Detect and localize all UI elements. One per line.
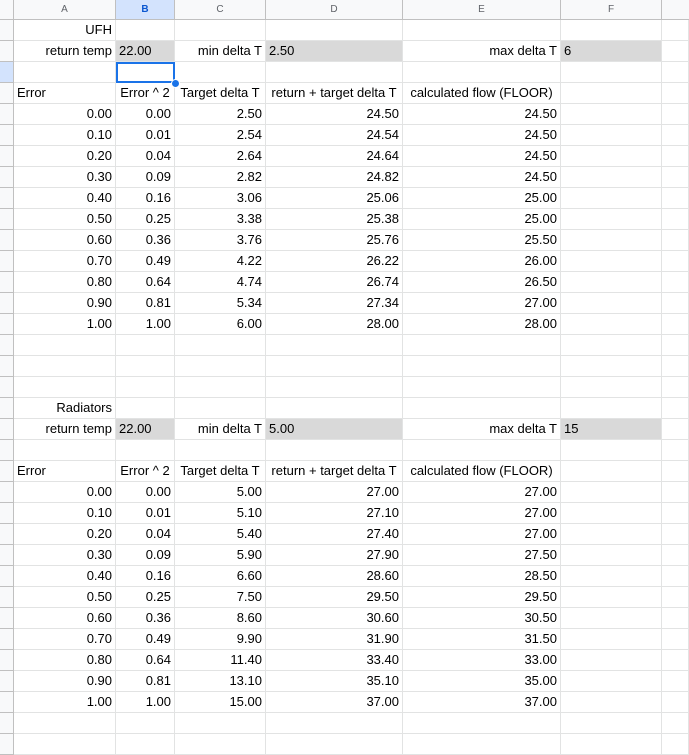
grid-cell[interactable] <box>175 440 266 461</box>
ufh-table-cell[interactable]: 26.00 <box>403 251 561 272</box>
ufh-table-cell[interactable]: 0.10 <box>14 125 116 146</box>
grid-cell[interactable] <box>561 335 662 356</box>
grid-cell[interactable] <box>561 587 662 608</box>
row-header[interactable] <box>0 608 14 629</box>
radiators-table-cell[interactable]: 0.00 <box>14 482 116 503</box>
row-header[interactable] <box>0 398 14 419</box>
ufh-column-label[interactable]: calculated flow (FLOOR) <box>403 83 561 104</box>
radiators-table-cell[interactable]: 8.60 <box>175 608 266 629</box>
row-header[interactable] <box>0 41 14 62</box>
ufh-max-delta-value[interactable]: 6 <box>561 41 662 62</box>
row-header[interactable] <box>0 734 14 755</box>
grid-cell[interactable] <box>116 398 175 419</box>
column-header-e[interactable]: E <box>403 0 561 20</box>
ufh-table-cell[interactable]: 26.50 <box>403 272 561 293</box>
row-header[interactable] <box>0 713 14 734</box>
grid-cell[interactable] <box>561 650 662 671</box>
ufh-table-cell[interactable]: 3.06 <box>175 188 266 209</box>
grid-cell[interactable] <box>561 167 662 188</box>
radiators-table-cell[interactable]: 0.30 <box>14 545 116 566</box>
radiators-column-label[interactable]: calculated flow (FLOOR) <box>403 461 561 482</box>
ufh-table-cell[interactable]: 25.76 <box>266 230 403 251</box>
ufh-column-label[interactable]: Error ^ 2 <box>116 83 175 104</box>
ufh-table-cell[interactable]: 0.50 <box>14 209 116 230</box>
grid-cell[interactable] <box>662 272 689 293</box>
row-header[interactable] <box>0 545 14 566</box>
grid-cell[interactable] <box>662 650 689 671</box>
ufh-table-cell[interactable]: 25.00 <box>403 209 561 230</box>
grid-cell[interactable] <box>662 335 689 356</box>
grid-cell[interactable] <box>662 293 689 314</box>
row-header[interactable] <box>0 230 14 251</box>
radiators-min-delta-value[interactable]: 5.00 <box>266 419 403 440</box>
radiators-table-cell[interactable]: 33.40 <box>266 650 403 671</box>
grid-cell[interactable] <box>662 629 689 650</box>
grid-cell[interactable] <box>14 440 116 461</box>
ufh-table-cell[interactable]: 0.25 <box>116 209 175 230</box>
grid-cell[interactable] <box>175 377 266 398</box>
radiators-table-cell[interactable]: 0.16 <box>116 566 175 587</box>
grid-cell[interactable] <box>662 41 689 62</box>
grid-cell[interactable] <box>14 713 116 734</box>
ufh-table-cell[interactable]: 28.00 <box>266 314 403 335</box>
radiators-table-cell[interactable]: 0.50 <box>14 587 116 608</box>
row-header[interactable] <box>0 524 14 545</box>
radiators-table-cell[interactable]: 0.36 <box>116 608 175 629</box>
ufh-table-cell[interactable]: 0.16 <box>116 188 175 209</box>
grid-cell[interactable] <box>14 377 116 398</box>
ufh-table-cell[interactable]: 0.00 <box>116 104 175 125</box>
column-header-overflow <box>662 0 689 20</box>
grid-cell[interactable] <box>662 230 689 251</box>
radiators-return-temp-value[interactable]: 22.00 <box>116 419 175 440</box>
grid-cell[interactable] <box>561 83 662 104</box>
ufh-table-cell[interactable]: 0.00 <box>14 104 116 125</box>
grid-cell[interactable] <box>662 503 689 524</box>
ufh-table-cell[interactable]: 0.40 <box>14 188 116 209</box>
grid-cell[interactable] <box>662 251 689 272</box>
ufh-table-cell[interactable]: 25.38 <box>266 209 403 230</box>
radiators-table-cell[interactable]: 5.00 <box>175 482 266 503</box>
radiators-column-label[interactable]: Target delta T <box>175 461 266 482</box>
column-header-a[interactable]: A <box>14 0 116 20</box>
row-header[interactable] <box>0 629 14 650</box>
grid-cell[interactable] <box>561 608 662 629</box>
radiators-title[interactable]: Radiators <box>14 398 116 419</box>
row-header[interactable] <box>0 335 14 356</box>
grid-cell[interactable] <box>266 62 403 83</box>
radiators-table-cell[interactable]: 15.00 <box>175 692 266 713</box>
grid-cell[interactable] <box>662 440 689 461</box>
radiators-return-temp-label[interactable]: return temp <box>14 419 116 440</box>
radiators-table-cell[interactable]: 13.10 <box>175 671 266 692</box>
ufh-return-temp-label[interactable]: return temp <box>14 41 116 62</box>
ufh-return-temp-value[interactable]: 22.00 <box>116 41 175 62</box>
ufh-table-cell[interactable]: 24.50 <box>403 167 561 188</box>
grid-cell[interactable] <box>662 125 689 146</box>
grid-cell[interactable] <box>561 272 662 293</box>
grid-cell[interactable] <box>561 524 662 545</box>
grid-cell[interactable] <box>561 461 662 482</box>
radiators-table-cell[interactable]: 0.40 <box>14 566 116 587</box>
ufh-table-cell[interactable]: 25.50 <box>403 230 561 251</box>
grid-cell[interactable] <box>561 125 662 146</box>
ufh-table-cell[interactable]: 2.82 <box>175 167 266 188</box>
radiators-table-cell[interactable]: 0.81 <box>116 671 175 692</box>
ufh-table-cell[interactable]: 27.00 <box>403 293 561 314</box>
ufh-table-cell[interactable]: 2.50 <box>175 104 266 125</box>
grid-cell[interactable] <box>403 377 561 398</box>
grid-cell[interactable] <box>561 146 662 167</box>
active-cell-b3[interactable] <box>116 62 175 83</box>
grid-cell[interactable] <box>403 62 561 83</box>
ufh-table-cell[interactable]: 24.50 <box>266 104 403 125</box>
ufh-table-cell[interactable]: 1.00 <box>14 314 116 335</box>
grid-cell[interactable] <box>561 545 662 566</box>
row-header[interactable] <box>0 482 14 503</box>
grid-cell[interactable] <box>662 734 689 755</box>
row-header[interactable] <box>0 650 14 671</box>
radiators-table-cell[interactable]: 35.10 <box>266 671 403 692</box>
radiators-table-cell[interactable]: 27.00 <box>266 482 403 503</box>
grid-cell[interactable] <box>175 356 266 377</box>
grid-cell[interactable] <box>662 377 689 398</box>
ufh-table-cell[interactable]: 0.60 <box>14 230 116 251</box>
radiators-table-cell[interactable]: 27.50 <box>403 545 561 566</box>
column-header-d[interactable]: D <box>266 0 403 20</box>
row-header[interactable] <box>0 566 14 587</box>
ufh-table-cell[interactable]: 0.81 <box>116 293 175 314</box>
grid-cell[interactable] <box>662 398 689 419</box>
radiators-table-cell[interactable]: 5.10 <box>175 503 266 524</box>
ufh-table-cell[interactable]: 0.90 <box>14 293 116 314</box>
row-header[interactable] <box>0 587 14 608</box>
radiators-table-cell[interactable]: 5.40 <box>175 524 266 545</box>
radiators-table-cell[interactable]: 35.00 <box>403 671 561 692</box>
grid-cell[interactable] <box>561 566 662 587</box>
row-header[interactable] <box>0 356 14 377</box>
row-header[interactable] <box>0 251 14 272</box>
radiators-table-cell[interactable]: 1.00 <box>14 692 116 713</box>
grid-cell[interactable] <box>662 524 689 545</box>
radiators-column-label[interactable]: return + target delta T <box>266 461 403 482</box>
grid-cell[interactable] <box>662 314 689 335</box>
row-header[interactable] <box>0 503 14 524</box>
fill-handle[interactable] <box>171 79 180 88</box>
radiators-table-cell[interactable]: 0.20 <box>14 524 116 545</box>
ufh-table-cell[interactable]: 24.50 <box>403 146 561 167</box>
grid-cell[interactable] <box>662 167 689 188</box>
row-header[interactable] <box>0 83 14 104</box>
grid-cell[interactable] <box>14 62 116 83</box>
radiators-table-cell[interactable]: 27.00 <box>403 503 561 524</box>
radiators-table-cell[interactable]: 37.00 <box>266 692 403 713</box>
select-all-corner[interactable] <box>0 0 14 20</box>
grid-cell[interactable] <box>662 671 689 692</box>
grid-cell[interactable] <box>266 713 403 734</box>
row-header[interactable] <box>0 146 14 167</box>
grid-cell[interactable] <box>662 146 689 167</box>
grid-cell[interactable] <box>662 209 689 230</box>
grid-cell[interactable] <box>662 20 689 41</box>
radiators-table-cell[interactable]: 5.90 <box>175 545 266 566</box>
radiators-table-cell[interactable]: 7.50 <box>175 587 266 608</box>
grid-cell[interactable] <box>266 335 403 356</box>
grid-cell[interactable] <box>266 20 403 41</box>
radiators-max-delta-value[interactable]: 15 <box>561 419 662 440</box>
radiators-min-delta-label[interactable]: min delta T <box>175 419 266 440</box>
grid-cell[interactable] <box>561 293 662 314</box>
ufh-table-cell[interactable]: 3.38 <box>175 209 266 230</box>
column-header-c[interactable]: C <box>175 0 266 20</box>
radiators-table-cell[interactable]: 29.50 <box>266 587 403 608</box>
grid-cell[interactable] <box>403 398 561 419</box>
grid-cell[interactable] <box>266 377 403 398</box>
radiators-table-cell[interactable]: 27.00 <box>403 482 561 503</box>
grid-cell[interactable] <box>561 692 662 713</box>
grid-cell[interactable] <box>266 734 403 755</box>
grid-cell[interactable] <box>561 314 662 335</box>
grid-cell[interactable] <box>116 356 175 377</box>
row-header[interactable] <box>0 461 14 482</box>
grid-cell[interactable] <box>561 734 662 755</box>
radiators-table-cell[interactable]: 0.01 <box>116 503 175 524</box>
ufh-table-cell[interactable]: 25.00 <box>403 188 561 209</box>
grid-cell[interactable] <box>266 398 403 419</box>
grid-cell[interactable] <box>266 440 403 461</box>
ufh-table-cell[interactable]: 28.00 <box>403 314 561 335</box>
grid-cell[interactable] <box>14 734 116 755</box>
radiators-table-cell[interactable]: 33.00 <box>403 650 561 671</box>
grid-cell[interactable] <box>561 62 662 83</box>
radiators-table-cell[interactable]: 37.00 <box>403 692 561 713</box>
radiators-table-cell[interactable]: 9.90 <box>175 629 266 650</box>
grid-cell[interactable] <box>175 62 266 83</box>
ufh-table-cell[interactable]: 26.74 <box>266 272 403 293</box>
radiators-table-cell[interactable]: 0.04 <box>116 524 175 545</box>
ufh-max-delta-label[interactable]: max delta T <box>403 41 561 62</box>
grid-cell[interactable] <box>175 734 266 755</box>
row-header[interactable] <box>0 188 14 209</box>
grid-cell[interactable] <box>403 20 561 41</box>
grid-cell[interactable] <box>266 356 403 377</box>
grid-cell[interactable] <box>403 335 561 356</box>
radiators-column-label[interactable]: Error ^ 2 <box>116 461 175 482</box>
radiators-table-cell[interactable]: 0.25 <box>116 587 175 608</box>
grid-cell[interactable] <box>662 188 689 209</box>
grid-cell[interactable] <box>561 671 662 692</box>
radiators-table-cell[interactable]: 0.09 <box>116 545 175 566</box>
row-header[interactable] <box>0 692 14 713</box>
ufh-table-cell[interactable]: 26.22 <box>266 251 403 272</box>
ufh-table-cell[interactable]: 24.64 <box>266 146 403 167</box>
radiators-column-label[interactable]: Error <box>14 461 116 482</box>
radiators-table-cell[interactable]: 0.64 <box>116 650 175 671</box>
ufh-table-cell[interactable]: 27.34 <box>266 293 403 314</box>
grid-cell[interactable] <box>116 713 175 734</box>
grid-cell[interactable] <box>662 356 689 377</box>
row-header[interactable] <box>0 272 14 293</box>
grid-cell[interactable] <box>403 713 561 734</box>
row-header[interactable] <box>0 419 14 440</box>
ufh-table-cell[interactable]: 3.76 <box>175 230 266 251</box>
grid-cell[interactable] <box>561 377 662 398</box>
column-header-b[interactable]: B <box>116 0 175 20</box>
ufh-min-delta-value[interactable]: 2.50 <box>266 41 403 62</box>
radiators-table-cell[interactable]: 30.50 <box>403 608 561 629</box>
ufh-table-cell[interactable]: 0.80 <box>14 272 116 293</box>
grid-cell[interactable] <box>116 734 175 755</box>
ufh-table-cell[interactable]: 0.49 <box>116 251 175 272</box>
grid-cell[interactable] <box>662 62 689 83</box>
radiators-table-cell[interactable]: 31.50 <box>403 629 561 650</box>
row-header[interactable] <box>0 440 14 461</box>
grid-cell[interactable] <box>561 20 662 41</box>
grid-cell[interactable] <box>14 335 116 356</box>
radiators-table-cell[interactable]: 27.90 <box>266 545 403 566</box>
grid-cell[interactable] <box>116 20 175 41</box>
radiators-table-cell[interactable]: 0.70 <box>14 629 116 650</box>
ufh-table-cell[interactable]: 0.36 <box>116 230 175 251</box>
grid-cell[interactable] <box>662 482 689 503</box>
ufh-table-cell[interactable]: 0.30 <box>14 167 116 188</box>
grid-cell[interactable] <box>14 356 116 377</box>
grid-cell[interactable] <box>116 440 175 461</box>
row-header[interactable] <box>0 209 14 230</box>
ufh-table-cell[interactable]: 0.04 <box>116 146 175 167</box>
radiators-table-cell[interactable]: 29.50 <box>403 587 561 608</box>
ufh-table-cell[interactable]: 25.06 <box>266 188 403 209</box>
row-header[interactable] <box>0 62 14 83</box>
ufh-table-cell[interactable]: 24.50 <box>403 104 561 125</box>
column-header-f[interactable]: F <box>561 0 662 20</box>
ufh-column-label[interactable]: Error <box>14 83 116 104</box>
radiators-table-cell[interactable]: 0.60 <box>14 608 116 629</box>
ufh-column-label[interactable]: return + target delta T <box>266 83 403 104</box>
ufh-table-cell[interactable]: 0.70 <box>14 251 116 272</box>
grid-cell[interactable] <box>662 83 689 104</box>
ufh-table-cell[interactable]: 5.34 <box>175 293 266 314</box>
grid-cell[interactable] <box>561 482 662 503</box>
grid-cell[interactable] <box>662 545 689 566</box>
radiators-table-cell[interactable]: 28.50 <box>403 566 561 587</box>
grid-cell[interactable] <box>662 104 689 125</box>
ufh-table-cell[interactable]: 4.74 <box>175 272 266 293</box>
ufh-table-cell[interactable]: 2.54 <box>175 125 266 146</box>
radiators-table-cell[interactable]: 11.40 <box>175 650 266 671</box>
ufh-table-cell[interactable]: 24.54 <box>266 125 403 146</box>
grid-cell[interactable] <box>403 734 561 755</box>
radiators-table-cell[interactable]: 28.60 <box>266 566 403 587</box>
grid-cell[interactable] <box>116 377 175 398</box>
radiators-table-cell[interactable]: 6.60 <box>175 566 266 587</box>
grid-cell[interactable] <box>662 419 689 440</box>
radiators-table-cell[interactable]: 30.60 <box>266 608 403 629</box>
grid-cell[interactable] <box>561 440 662 461</box>
ufh-table-cell[interactable]: 4.22 <box>175 251 266 272</box>
ufh-table-cell[interactable]: 0.20 <box>14 146 116 167</box>
row-header[interactable] <box>0 314 14 335</box>
radiators-table-cell[interactable]: 0.10 <box>14 503 116 524</box>
grid-cell[interactable] <box>561 188 662 209</box>
radiators-table-cell[interactable]: 0.00 <box>116 482 175 503</box>
radiators-table-cell[interactable]: 31.90 <box>266 629 403 650</box>
grid-cell[interactable] <box>561 230 662 251</box>
grid-cell[interactable] <box>662 461 689 482</box>
ufh-table-cell[interactable]: 0.09 <box>116 167 175 188</box>
radiators-table-cell[interactable]: 27.40 <box>266 524 403 545</box>
grid-cell[interactable] <box>662 587 689 608</box>
ufh-table-cell[interactable]: 24.50 <box>403 125 561 146</box>
grid-cell[interactable] <box>175 335 266 356</box>
row-header[interactable] <box>0 293 14 314</box>
grid-cell[interactable] <box>662 692 689 713</box>
ufh-table-cell[interactable]: 24.82 <box>266 167 403 188</box>
grid-cell[interactable] <box>175 713 266 734</box>
ufh-min-delta-label[interactable]: min delta T <box>175 41 266 62</box>
ufh-table-cell[interactable]: 0.01 <box>116 125 175 146</box>
grid-cell[interactable] <box>403 440 561 461</box>
radiators-table-cell[interactable]: 27.10 <box>266 503 403 524</box>
row-header[interactable] <box>0 377 14 398</box>
grid-cell[interactable] <box>561 503 662 524</box>
ufh-table-cell[interactable]: 6.00 <box>175 314 266 335</box>
grid-cell[interactable] <box>561 209 662 230</box>
radiators-table-cell[interactable]: 1.00 <box>116 692 175 713</box>
grid-cell[interactable] <box>561 629 662 650</box>
ufh-title[interactable]: UFH <box>14 20 116 41</box>
ufh-table-cell[interactable]: 0.64 <box>116 272 175 293</box>
grid-cell[interactable] <box>561 398 662 419</box>
grid-cell[interactable] <box>116 335 175 356</box>
row-header[interactable] <box>0 167 14 188</box>
grid-cell[interactable] <box>175 20 266 41</box>
grid-cell[interactable] <box>662 608 689 629</box>
ufh-table-cell[interactable]: 1.00 <box>116 314 175 335</box>
radiators-table-cell[interactable]: 0.49 <box>116 629 175 650</box>
ufh-column-label[interactable]: Target delta T <box>175 83 266 104</box>
row-header[interactable] <box>0 125 14 146</box>
grid-cell[interactable] <box>561 713 662 734</box>
radiators-table-cell[interactable]: 0.80 <box>14 650 116 671</box>
ufh-table-cell[interactable]: 2.64 <box>175 146 266 167</box>
grid-cell[interactable] <box>561 251 662 272</box>
row-header[interactable] <box>0 104 14 125</box>
row-header[interactable] <box>0 671 14 692</box>
grid-cell[interactable] <box>662 566 689 587</box>
grid-cell[interactable] <box>175 398 266 419</box>
grid-cell[interactable] <box>662 713 689 734</box>
grid-cell[interactable] <box>403 356 561 377</box>
grid-cell[interactable] <box>561 356 662 377</box>
radiators-max-delta-label[interactable]: max delta T <box>403 419 561 440</box>
radiators-table-cell[interactable]: 27.00 <box>403 524 561 545</box>
radiators-table-cell[interactable]: 0.90 <box>14 671 116 692</box>
row-header[interactable] <box>0 20 14 41</box>
grid-cell[interactable] <box>561 104 662 125</box>
